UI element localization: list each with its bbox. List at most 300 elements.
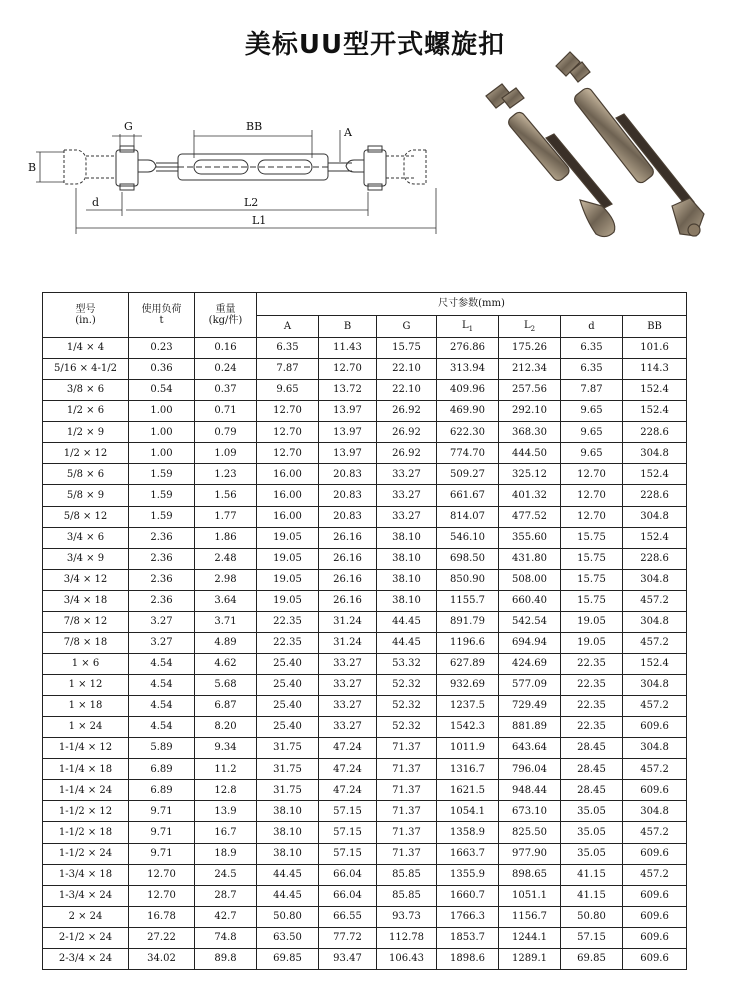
table-cell: 31.24 (319, 632, 377, 653)
table-cell: 3/4 × 12 (43, 569, 129, 590)
table-cell: 71.37 (377, 759, 437, 780)
table-cell: 4.54 (129, 696, 195, 717)
table-cell: 89.8 (195, 948, 257, 969)
label-b: B (28, 161, 37, 174)
table-cell: 6.35 (561, 359, 623, 380)
table-cell: 0.24 (195, 359, 257, 380)
table-cell: 33.27 (377, 464, 437, 485)
table-cell: 477.52 (499, 506, 561, 527)
table-cell: 5.68 (195, 675, 257, 696)
table-cell: 898.65 (499, 864, 561, 885)
table-cell: 1-1/4 × 24 (43, 780, 129, 801)
table-cell: 6.89 (129, 759, 195, 780)
table-cell: 33.27 (319, 696, 377, 717)
table-cell: 948.44 (499, 780, 561, 801)
table-cell: 52.32 (377, 675, 437, 696)
table-cell: 1-3/4 × 24 (43, 885, 129, 906)
table-cell: 2.36 (129, 590, 195, 611)
header-dimensions: 尺寸参数(mm) (257, 293, 687, 316)
table-cell: 22.10 (377, 380, 437, 401)
table-cell: 1289.1 (499, 948, 561, 969)
table-cell: 152.4 (623, 527, 687, 548)
table-cell: 33.27 (377, 485, 437, 506)
table-cell: 5.89 (129, 738, 195, 759)
table-cell: 71.37 (377, 780, 437, 801)
table-cell: 42.7 (195, 906, 257, 927)
table-cell: 469.90 (437, 401, 499, 422)
table-cell: 457.2 (623, 590, 687, 611)
table-cell: 3.27 (129, 632, 195, 653)
table-cell: 93.47 (319, 948, 377, 969)
table-cell: 22.10 (377, 359, 437, 380)
table-cell: 57.15 (319, 822, 377, 843)
table-cell: 19.05 (561, 632, 623, 653)
table-cell: 35.05 (561, 801, 623, 822)
table-cell: 304.8 (623, 801, 687, 822)
table-cell: 622.30 (437, 422, 499, 443)
header-load: 使用负荷 t (129, 293, 195, 338)
table-cell: 74.8 (195, 927, 257, 948)
table-cell: 9.71 (129, 801, 195, 822)
table-cell: 0.36 (129, 359, 195, 380)
table-row (43, 696, 687, 717)
table-cell: 1237.5 (437, 696, 499, 717)
table-cell: 13.97 (319, 443, 377, 464)
table-cell: 47.24 (319, 780, 377, 801)
table-cell: 292.10 (499, 401, 561, 422)
table-cell: 22.35 (561, 653, 623, 674)
table-cell: 15.75 (561, 527, 623, 548)
table-cell: 57.15 (319, 843, 377, 864)
table-cell: 228.6 (623, 422, 687, 443)
table-cell: 16.00 (257, 485, 319, 506)
table-cell: 41.15 (561, 885, 623, 906)
table-cell: 304.8 (623, 506, 687, 527)
table-cell: 457.2 (623, 696, 687, 717)
table-cell: 228.6 (623, 548, 687, 569)
table-cell: 932.69 (437, 675, 499, 696)
table-row (43, 948, 687, 969)
table-cell: 9.71 (129, 843, 195, 864)
table-row (43, 485, 687, 506)
table-cell: 1898.6 (437, 948, 499, 969)
label-g: G (124, 120, 133, 133)
table-cell: 774.70 (437, 443, 499, 464)
table-cell: 1.23 (195, 464, 257, 485)
table-cell: 2.36 (129, 569, 195, 590)
table-row (43, 359, 687, 380)
table-cell: 814.07 (437, 506, 499, 527)
table-cell: 1660.7 (437, 885, 499, 906)
table-cell: 457.2 (623, 759, 687, 780)
table-cell: 643.64 (499, 738, 561, 759)
table-cell: 53.32 (377, 653, 437, 674)
table-cell: 0.16 (195, 338, 257, 359)
table-cell: 2.36 (129, 527, 195, 548)
table-cell: 1/2 × 9 (43, 422, 129, 443)
table-cell: 7/8 × 12 (43, 611, 129, 632)
header-model: 型号 (in.) (43, 293, 129, 338)
table-cell: 31.75 (257, 738, 319, 759)
table-cell: 1011.9 (437, 738, 499, 759)
table-cell: 28.7 (195, 885, 257, 906)
table-cell: 3.27 (129, 611, 195, 632)
table-cell: 41.15 (561, 864, 623, 885)
table-cell: 661.67 (437, 485, 499, 506)
table-cell: 0.71 (195, 401, 257, 422)
table-cell: 577.09 (499, 675, 561, 696)
table-cell: 1 × 6 (43, 653, 129, 674)
table-cell: 546.10 (437, 527, 499, 548)
table-cell: 12.70 (129, 885, 195, 906)
table-cell: 26.16 (319, 527, 377, 548)
table-row (43, 738, 687, 759)
table-cell: 38.10 (257, 843, 319, 864)
table-cell: 698.50 (437, 548, 499, 569)
table-cell: 881.89 (499, 717, 561, 738)
table-row (43, 443, 687, 464)
table-cell: 1663.7 (437, 843, 499, 864)
table-cell: 13.72 (319, 380, 377, 401)
table-cell: 4.89 (195, 632, 257, 653)
table-row (43, 759, 687, 780)
dimension-drawing (26, 112, 450, 242)
table-row (43, 632, 687, 653)
table-cell: 63.50 (257, 927, 319, 948)
table-cell: 457.2 (623, 822, 687, 843)
table-cell: 1.00 (129, 401, 195, 422)
table-cell: 12.70 (561, 485, 623, 506)
table-cell: 6.87 (195, 696, 257, 717)
table-cell: 71.37 (377, 843, 437, 864)
table-cell: 1.09 (195, 443, 257, 464)
table-cell: 1853.7 (437, 927, 499, 948)
header-weight: 重量 (kg/件) (195, 293, 257, 338)
table-cell: 22.35 (257, 632, 319, 653)
table-row (43, 906, 687, 927)
table-cell: 69.85 (257, 948, 319, 969)
table-cell: 2.48 (195, 548, 257, 569)
turnbuckle-right (556, 52, 704, 236)
table-cell: 12.70 (319, 359, 377, 380)
table-cell: 4.62 (195, 653, 257, 674)
table-cell: 18.9 (195, 843, 257, 864)
table-cell: 66.04 (319, 885, 377, 906)
label-d: d (92, 196, 100, 209)
table-cell: 609.6 (623, 717, 687, 738)
table-cell: 3/4 × 18 (43, 590, 129, 611)
table-row (43, 780, 687, 801)
table-row (43, 843, 687, 864)
table-cell: 0.54 (129, 380, 195, 401)
table-cell: 1054.1 (437, 801, 499, 822)
table-cell: 5/8 × 6 (43, 464, 129, 485)
table-cell: 4.54 (129, 675, 195, 696)
table-cell: 1-1/4 × 18 (43, 759, 129, 780)
table-cell: 16.00 (257, 506, 319, 527)
table-cell: 11.43 (319, 338, 377, 359)
table-cell: 1/2 × 12 (43, 443, 129, 464)
table-row (43, 801, 687, 822)
header-a: A (257, 316, 319, 338)
table-cell: 12.70 (561, 506, 623, 527)
table-row (43, 590, 687, 611)
table-cell: 28.45 (561, 738, 623, 759)
table-cell: 9.65 (561, 422, 623, 443)
table-cell: 11.2 (195, 759, 257, 780)
table-cell: 212.34 (499, 359, 561, 380)
table-cell: 276.86 (437, 338, 499, 359)
table-cell: 19.05 (257, 569, 319, 590)
table-cell: 257.56 (499, 380, 561, 401)
spec-table-body (43, 338, 687, 970)
table-cell: 112.78 (377, 927, 437, 948)
table-cell: 9.34 (195, 738, 257, 759)
header-b: B (319, 316, 377, 338)
table-cell: 44.45 (257, 885, 319, 906)
table-cell: 304.8 (623, 738, 687, 759)
table-row (43, 380, 687, 401)
table-cell: 13.97 (319, 422, 377, 443)
table-row (43, 506, 687, 527)
table-cell: 1-1/4 × 12 (43, 738, 129, 759)
table-cell: 25.40 (257, 717, 319, 738)
table-cell: 2-1/2 × 24 (43, 927, 129, 948)
table-cell: 85.85 (377, 864, 437, 885)
table-cell: 1.00 (129, 422, 195, 443)
table-cell: 0.37 (195, 380, 257, 401)
table-cell: 1155.7 (437, 590, 499, 611)
table-cell: 35.05 (561, 843, 623, 864)
table-cell: 977.90 (499, 843, 561, 864)
table-cell: 9.71 (129, 822, 195, 843)
table-row (43, 611, 687, 632)
table-cell: 38.10 (257, 822, 319, 843)
table-cell: 24.5 (195, 864, 257, 885)
table-cell: 1542.3 (437, 717, 499, 738)
table-cell: 1-1/2 × 12 (43, 801, 129, 822)
spec-table (42, 292, 687, 970)
table-cell: 16.78 (129, 906, 195, 927)
table-cell: 304.8 (623, 443, 687, 464)
table-cell: 50.80 (561, 906, 623, 927)
table-cell: 26.92 (377, 401, 437, 422)
table-cell: 3.64 (195, 590, 257, 611)
table-cell: 52.32 (377, 696, 437, 717)
table-cell: 26.16 (319, 569, 377, 590)
table-cell: 19.05 (257, 548, 319, 569)
table-cell: 508.00 (499, 569, 561, 590)
header-l1: $L_1$ (437, 316, 499, 338)
table-cell: 228.6 (623, 485, 687, 506)
table-cell: 5/16 × 4-1/2 (43, 359, 129, 380)
table-cell: 34.02 (129, 948, 195, 969)
table-cell: 609.6 (623, 948, 687, 969)
table-row (43, 864, 687, 885)
table-cell: 1.59 (129, 464, 195, 485)
table-cell: 44.45 (377, 632, 437, 653)
table-cell: 20.83 (319, 506, 377, 527)
table-cell: 409.96 (437, 380, 499, 401)
table-row (43, 338, 687, 359)
table-cell: 660.40 (499, 590, 561, 611)
table-cell: 542.54 (499, 611, 561, 632)
table-cell: 850.90 (437, 569, 499, 590)
table-row (43, 822, 687, 843)
table-cell: 31.75 (257, 759, 319, 780)
table-cell: 609.6 (623, 843, 687, 864)
table-cell: 609.6 (623, 780, 687, 801)
table-cell: 26.92 (377, 443, 437, 464)
table-cell: 1.59 (129, 485, 195, 506)
table-cell: 50.80 (257, 906, 319, 927)
table-cell: 6.35 (257, 338, 319, 359)
table-cell: 16.00 (257, 464, 319, 485)
table-cell: 2 × 24 (43, 906, 129, 927)
table-cell: 1766.3 (437, 906, 499, 927)
table-cell: 9.65 (561, 443, 623, 464)
table-cell: 5/8 × 12 (43, 506, 129, 527)
table-cell: 1 × 12 (43, 675, 129, 696)
table-cell: 4.54 (129, 653, 195, 674)
table-cell: 1355.9 (437, 864, 499, 885)
table-cell: 19.05 (257, 527, 319, 548)
turnbuckle-outline (64, 146, 426, 190)
table-cell: 2.36 (129, 548, 195, 569)
table-cell: 12.70 (257, 443, 319, 464)
table-cell: 13.9 (195, 801, 257, 822)
table-cell: 355.60 (499, 527, 561, 548)
table-cell: 431.80 (499, 548, 561, 569)
table-cell: 4.54 (129, 717, 195, 738)
table-cell: 25.40 (257, 675, 319, 696)
label-l1: L1 (252, 214, 267, 227)
table-cell: 33.27 (319, 675, 377, 696)
table-cell: 20.83 (319, 464, 377, 485)
table-cell: 304.8 (623, 675, 687, 696)
table-cell: 304.8 (623, 611, 687, 632)
table-cell: 313.94 (437, 359, 499, 380)
turnbuckle-photo (476, 46, 738, 272)
table-row (43, 548, 687, 569)
table-cell: 9.65 (561, 401, 623, 422)
table-cell: 26.16 (319, 590, 377, 611)
table-cell: 1.59 (129, 506, 195, 527)
table-cell: 1/2 × 6 (43, 401, 129, 422)
table-cell: 457.2 (623, 864, 687, 885)
table-cell: 1051.1 (499, 885, 561, 906)
table-cell: 28.45 (561, 780, 623, 801)
table-cell: 673.10 (499, 801, 561, 822)
table-cell: 19.05 (561, 611, 623, 632)
table-cell: 12.70 (129, 864, 195, 885)
table-cell: 33.27 (319, 717, 377, 738)
table-cell: 15.75 (561, 548, 623, 569)
table-cell: 28.45 (561, 759, 623, 780)
table-row (43, 885, 687, 906)
table-cell: 44.45 (257, 864, 319, 885)
table-cell: 85.85 (377, 885, 437, 906)
table-cell: 6.35 (561, 338, 623, 359)
table-cell: 57.15 (319, 801, 377, 822)
table-cell: 1244.1 (499, 927, 561, 948)
table-cell: 1196.6 (437, 632, 499, 653)
table-cell: 93.73 (377, 906, 437, 927)
table-cell: 106.43 (377, 948, 437, 969)
table-cell: 152.4 (623, 380, 687, 401)
table-cell: 424.69 (499, 653, 561, 674)
table-row (43, 527, 687, 548)
table-cell: 77.72 (319, 927, 377, 948)
table-cell: 52.32 (377, 717, 437, 738)
table-row (43, 422, 687, 443)
table-cell: 1.56 (195, 485, 257, 506)
table-cell: 891.79 (437, 611, 499, 632)
table-cell: 1-1/2 × 18 (43, 822, 129, 843)
table-cell: 7.87 (257, 359, 319, 380)
table-cell: 12.70 (561, 464, 623, 485)
table-cell: 35.05 (561, 822, 623, 843)
table-cell: 16.7 (195, 822, 257, 843)
table-cell: 1-1/2 × 24 (43, 843, 129, 864)
table-cell: 1 × 18 (43, 696, 129, 717)
table-cell: 152.4 (623, 464, 687, 485)
table-cell: 1.00 (129, 443, 195, 464)
table-cell: 38.10 (257, 801, 319, 822)
table-row (43, 653, 687, 674)
table-cell: 1.77 (195, 506, 257, 527)
table-cell: 401.32 (499, 485, 561, 506)
table-cell: 509.27 (437, 464, 499, 485)
label-bb: BB (246, 120, 263, 133)
table-cell: 26.92 (377, 422, 437, 443)
table-cell: 1621.5 (437, 780, 499, 801)
table-cell: 444.50 (499, 443, 561, 464)
table-cell: 1316.7 (437, 759, 499, 780)
table-cell: 44.45 (377, 611, 437, 632)
table-cell: 627.89 (437, 653, 499, 674)
table-cell: 5/8 × 9 (43, 485, 129, 506)
table-row (43, 464, 687, 485)
table-cell: 3/4 × 9 (43, 548, 129, 569)
table-cell: 12.70 (257, 422, 319, 443)
table-cell: 25.40 (257, 653, 319, 674)
table-cell: 20.83 (319, 485, 377, 506)
table-cell: 22.35 (561, 696, 623, 717)
table-cell: 9.65 (257, 380, 319, 401)
table-cell: 69.85 (561, 948, 623, 969)
table-cell: 15.75 (377, 338, 437, 359)
table-cell: 12.70 (257, 401, 319, 422)
table-cell: 368.30 (499, 422, 561, 443)
table-cell: 0.23 (129, 338, 195, 359)
table-cell: 694.94 (499, 632, 561, 653)
table-cell: 15.75 (561, 569, 623, 590)
table-cell: 7.87 (561, 380, 623, 401)
table-cell: 26.16 (319, 548, 377, 569)
table-cell: 825.50 (499, 822, 561, 843)
table-cell: 38.10 (377, 569, 437, 590)
table-cell: 609.6 (623, 885, 687, 906)
table-cell: 8.20 (195, 717, 257, 738)
table-cell: 1-3/4 × 18 (43, 864, 129, 885)
table-cell: 3/4 × 6 (43, 527, 129, 548)
table-cell: 152.4 (623, 653, 687, 674)
table-cell: 729.49 (499, 696, 561, 717)
table-cell: 31.75 (257, 780, 319, 801)
table-cell: 38.10 (377, 527, 437, 548)
table-cell: 1.86 (195, 527, 257, 548)
